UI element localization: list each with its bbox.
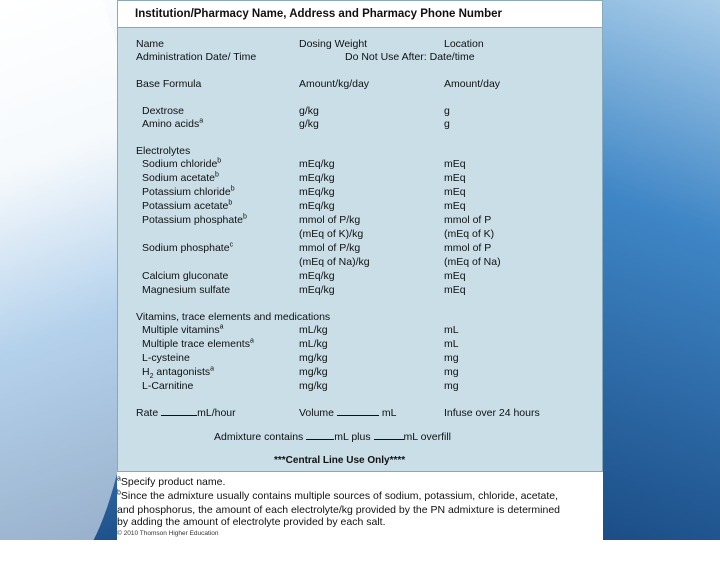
footnote-b-line2: and phosphorus, the amount of each electrolyte/kg provided by the PN admixture is determined [117, 504, 561, 516]
electrolyte-row-name: Sodium phosphate$^c$ [142, 241, 234, 254]
central-line-note: ***Central Line Use Only**** [274, 455, 406, 466]
form-header: Institution/Pharmacy Name, Address and Pharmacy Phone Number [118, 1, 602, 28]
do-not-use-label: Do Not Use After: Date/time [345, 51, 475, 63]
copyright-text: © 2010 Thomson Higher Education [117, 530, 219, 537]
vitamin-row-amount: mL [444, 324, 459, 336]
footnote-a: $^a$Specify product name. [117, 475, 226, 488]
base-row-unit: g/kg [299, 118, 319, 130]
dosing-weight-label: Dosing Weight [299, 38, 368, 50]
vitamin-row-amount: mL [444, 338, 459, 350]
admin-date-label: Administration Date/ Time [136, 51, 257, 63]
vitamin-row-name: L-cysteine [142, 352, 190, 364]
electrolyte-row-name: Sodium chloride$^b$ [142, 157, 222, 170]
electrolyte-row-unit: mmol of P/kg [299, 242, 361, 254]
electrolyte-row-unit: mEq/kg [299, 172, 335, 184]
vitamins-label: Vitamins, trace elements and medications [136, 311, 331, 323]
background-right-gradient [590, 0, 720, 540]
amount-kg-day-label: Amount/kg/day [299, 78, 370, 90]
amount-day-label: Amount/day [444, 78, 501, 90]
electrolyte-row-unit: mEq/kg [299, 284, 335, 296]
electrolyte-row-name: Potassium chloride$^b$ [142, 185, 235, 198]
vitamin-row-name: L-Carnitine [142, 380, 194, 392]
electrolyte-row-amount: (mEq of K) [444, 228, 495, 240]
vitamin-row-amount: mg [444, 352, 459, 364]
base-formula-label: Base Formula [136, 78, 202, 90]
electrolyte-row-unit: (mEq of Na)/kg [299, 256, 370, 268]
electrolyte-row-unit: mEq/kg [299, 270, 335, 282]
slide-content-panel [117, 0, 603, 540]
vitamin-row-unit: mL/kg [299, 338, 328, 350]
infuse-label: Infuse over 24 hours [444, 407, 540, 419]
vitamin-row-amount: mg [444, 380, 459, 392]
electrolyte-row-amount: mEq [444, 284, 466, 296]
location-label: Location [444, 38, 484, 50]
footnote-b-line3: by adding the amount of electrolyte provided by each salt. [117, 516, 386, 528]
base-row-unit: g/kg [299, 105, 319, 117]
electrolyte-row-amount: mEq [444, 158, 466, 170]
base-row-amount: g [444, 118, 450, 130]
electrolyte-row-amount: mEq [444, 172, 466, 184]
electrolyte-row-name: Potassium acetate$^b$ [142, 199, 233, 212]
vitamin-row-unit: mg/kg [299, 380, 328, 392]
vitamin-row-unit: mg/kg [299, 366, 328, 378]
electrolyte-row-name: Calcium gluconate [142, 270, 229, 282]
vitamin-row-name: Multiple vitamins$^a$ [142, 323, 224, 336]
base-row-name: Dextrose [142, 105, 185, 117]
vitamin-row-name: $H_2$ antagonists$^a$ [142, 365, 215, 381]
electrolyte-row-amount: mEq [444, 270, 466, 282]
electrolyte-row-amount: mEq [444, 186, 466, 198]
electrolytes-label: Electrolytes [136, 145, 191, 157]
electrolyte-row-amount: mmol of P [444, 242, 492, 254]
vitamin-row-unit: mL/kg [299, 324, 328, 336]
rate-field: Rate mL/hour [136, 407, 236, 419]
admixture-field: Admixture contains mL plus mL overfill [214, 431, 451, 443]
electrolyte-row-unit: mEq/kg [299, 200, 335, 212]
vitamin-row-amount: mg [444, 366, 459, 378]
electrolyte-row-amount: mEq [444, 200, 466, 212]
footnote-b-line1: $^b$Since the admixture usually contains multiple sources of sodium, potassium, chloride, acetate, [117, 489, 559, 502]
pn-order-form [117, 0, 603, 472]
electrolyte-row-amount: mmol of P [444, 214, 492, 226]
electrolyte-row-name: Potassium phosphate$^b$ [142, 213, 247, 226]
name-label: Name [136, 38, 165, 50]
electrolyte-row-name: Magnesium sulfate [142, 284, 231, 296]
electrolyte-row-amount: (mEq of Na) [444, 256, 501, 268]
vitamin-row-name: Multiple trace elements$^a$ [142, 337, 254, 350]
base-row-name: Amino acids$^a$ [142, 117, 204, 130]
vitamin-row-unit: mg/kg [299, 352, 328, 364]
electrolyte-row-unit: mEq/kg [299, 158, 335, 170]
electrolyte-row-unit: (mEq of K)/kg [299, 228, 364, 240]
base-row-amount: g [444, 105, 450, 117]
electrolyte-row-unit: mEq/kg [299, 186, 335, 198]
volume-field: Volume mL [299, 407, 397, 419]
electrolyte-row-name: Sodium acetate$^b$ [142, 171, 219, 184]
electrolyte-row-unit: mmol of P/kg [299, 214, 361, 226]
